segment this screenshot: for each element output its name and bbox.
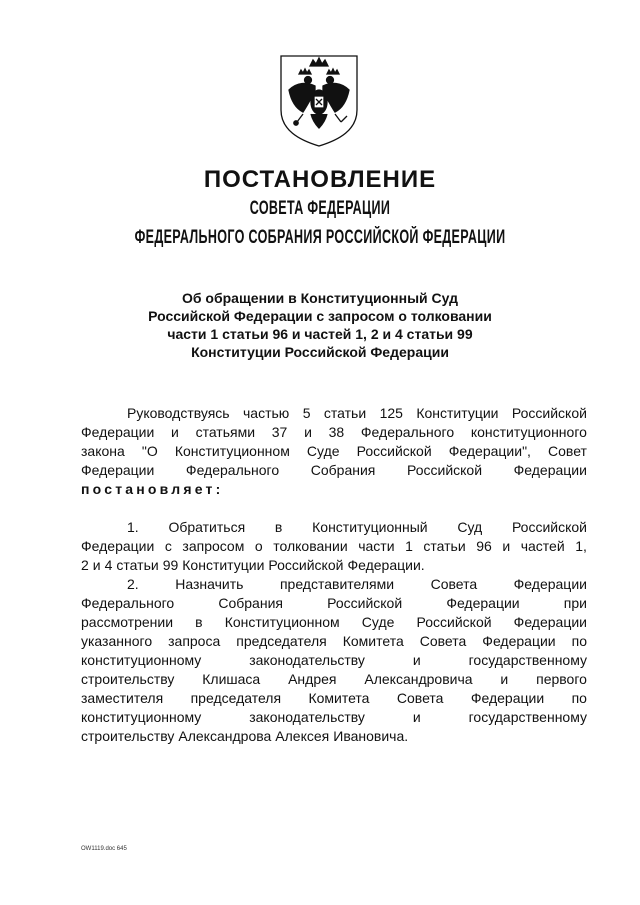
word: Руководствуясь xyxy=(127,405,230,421)
word: Алексея xyxy=(275,728,330,744)
point-line xyxy=(81,518,587,537)
word: запроса xyxy=(168,633,221,649)
word: конституционному xyxy=(81,709,202,725)
word: Суде xyxy=(306,443,340,459)
word: 1. xyxy=(127,519,139,535)
word: Федерации xyxy=(470,690,545,706)
word: 99 xyxy=(162,557,179,573)
word: Собрания xyxy=(218,595,283,611)
word: Комитета xyxy=(342,633,404,649)
word: Совета xyxy=(396,690,444,706)
preamble-line xyxy=(81,442,587,461)
word: Конституции xyxy=(182,557,265,573)
word: Конституционном xyxy=(224,614,340,630)
word: 4 xyxy=(104,557,113,573)
word: Федерального xyxy=(185,462,280,478)
word: Суде xyxy=(361,614,395,630)
word: Российской xyxy=(416,614,492,630)
word: запросом xyxy=(182,538,245,554)
word: Российской xyxy=(327,595,403,611)
word: и xyxy=(412,652,421,668)
word: статьи xyxy=(323,405,367,421)
word: председателя xyxy=(190,690,282,706)
word: Федерации xyxy=(513,576,587,592)
word: 1, xyxy=(575,538,587,554)
word: при xyxy=(563,595,587,611)
word: государственному xyxy=(468,709,587,725)
point-line xyxy=(81,613,587,632)
word: Андрея xyxy=(288,671,337,687)
point-line xyxy=(81,708,587,727)
word: Российской xyxy=(268,557,344,573)
word: 37 xyxy=(271,424,288,440)
point-line xyxy=(81,575,587,594)
word: Федерации. xyxy=(347,557,425,573)
point-line xyxy=(81,670,587,689)
word: и xyxy=(92,557,101,573)
word: 96 xyxy=(476,538,492,554)
word: о xyxy=(254,538,263,554)
heading-line: части 1 статьи 96 и частей 1, 2 и 4 статьи 99 xyxy=(167,326,473,342)
word: законодательству xyxy=(249,652,365,668)
word: части xyxy=(358,538,395,554)
word: председателя xyxy=(236,633,327,649)
word: по xyxy=(571,633,587,649)
word: государственному xyxy=(468,652,587,668)
word: частью xyxy=(243,405,290,421)
word: представителями xyxy=(279,576,395,592)
word: конституционному xyxy=(81,652,202,668)
word: "О xyxy=(141,443,158,459)
point-line xyxy=(81,689,587,708)
word: законодательству xyxy=(249,709,365,725)
word: Федерации xyxy=(81,424,155,440)
point-line xyxy=(81,594,587,613)
word: Конституции xyxy=(416,405,499,421)
preamble-line-resolves xyxy=(81,480,587,499)
word: Федерации xyxy=(81,462,155,478)
preamble-paragraph xyxy=(81,404,587,499)
word: рассмотрении xyxy=(81,614,174,630)
word: Суд xyxy=(457,519,483,535)
word: 2 xyxy=(81,557,89,573)
point-line xyxy=(81,727,587,746)
word: Совета xyxy=(419,633,467,649)
word: закона xyxy=(81,443,125,459)
resolution-heading xyxy=(0,289,640,361)
russian-coat-of-arms-icon xyxy=(277,52,361,148)
word: заместителя xyxy=(81,690,164,706)
word: и xyxy=(171,424,179,440)
resolution-points xyxy=(81,518,587,746)
word: статьи xyxy=(423,538,466,554)
word: указанного xyxy=(81,633,153,649)
word: Федерального xyxy=(360,424,455,440)
word: и xyxy=(412,709,421,725)
word: Александрова xyxy=(178,728,272,744)
document-code: OW1119.doc 645 xyxy=(81,846,127,852)
word: статьи xyxy=(116,557,159,573)
word: Конституционном xyxy=(174,443,290,459)
word: Федерации xyxy=(513,614,587,630)
word: Совет xyxy=(548,443,587,459)
word: Собрания xyxy=(310,462,376,478)
word: строительству xyxy=(81,671,175,687)
word: Российской xyxy=(406,462,483,478)
word: Ивановича. xyxy=(333,728,409,744)
word: Обратиться xyxy=(168,519,246,535)
word: 125 xyxy=(379,405,403,421)
preamble-line xyxy=(81,423,587,442)
word: Федерации xyxy=(446,595,520,611)
word: Российской xyxy=(511,519,587,535)
word: Федерации xyxy=(81,538,155,554)
issuing-body-line-2: ФЕДЕРАЛЬНОГО СОБРАНИЯ РОССИЙСКОЙ ФЕДЕРАЦИИ xyxy=(134,227,506,248)
word: в xyxy=(195,614,203,630)
resolves-keyword: постановляет: xyxy=(81,481,224,497)
word: 5 xyxy=(302,405,311,421)
word: 2. xyxy=(127,576,139,592)
word: и xyxy=(502,538,511,554)
word: Совета xyxy=(430,576,478,592)
word: Комитета xyxy=(308,690,370,706)
preamble-line xyxy=(81,461,587,480)
heading-line: Об обращении в Конституционный Суд xyxy=(182,290,458,306)
word: Федерации xyxy=(482,633,556,649)
word: по xyxy=(571,690,587,706)
issuing-body-line-1: СОВЕТА ФЕДЕРАЦИИ xyxy=(249,198,391,219)
word: и xyxy=(304,424,312,440)
word: статьями xyxy=(195,424,256,440)
word: первого xyxy=(536,671,587,687)
word: 38 xyxy=(328,424,345,440)
word: Федерации xyxy=(513,462,587,478)
word: Федерального xyxy=(81,595,175,611)
word: частей xyxy=(520,538,565,554)
word: Конституционный xyxy=(312,519,428,535)
document-title: ПОСТАНОВЛЕНИЕ xyxy=(203,166,437,193)
heading-line: Конституции Российской Федерации xyxy=(191,344,449,360)
heading-line: Российской Федерации с запросом о толковании xyxy=(148,308,492,324)
word: Клишаса xyxy=(202,671,261,687)
word: конституционного xyxy=(470,424,587,440)
word: в xyxy=(274,519,283,535)
word: с xyxy=(164,538,172,554)
point-line xyxy=(81,651,587,670)
word: Федерации", xyxy=(448,443,531,459)
word: толковании xyxy=(273,538,348,554)
point-line xyxy=(81,556,587,575)
word: Российской xyxy=(356,443,432,459)
word: 1 xyxy=(405,538,413,554)
preamble-line xyxy=(81,404,587,423)
word: Российской xyxy=(511,405,587,421)
point-line xyxy=(81,632,587,651)
word: и xyxy=(500,671,509,687)
word: Назначить xyxy=(175,576,244,592)
word: Александровича xyxy=(364,671,473,687)
point-line xyxy=(81,537,587,556)
word: строительству xyxy=(81,728,175,744)
